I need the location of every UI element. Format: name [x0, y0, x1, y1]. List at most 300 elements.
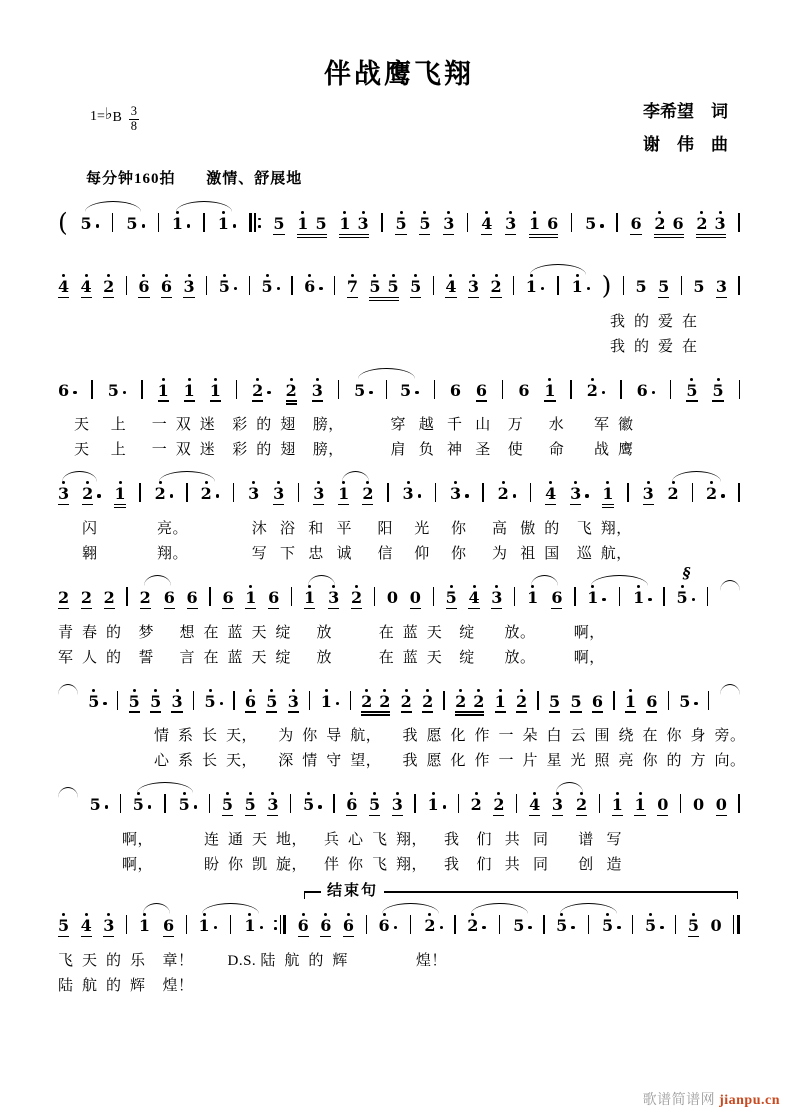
note: [218, 206, 237, 243]
lyrics-block: [58, 828, 740, 878]
underline: [114, 504, 125, 505]
underline-slot: [493, 813, 504, 824]
note-digit: 5: [303, 795, 315, 815]
underline: [163, 936, 174, 937]
notation-row: [58, 787, 740, 824]
note-digit: 2: [490, 276, 502, 296]
note-stack: [716, 787, 727, 824]
note-digit: 2: [103, 588, 115, 608]
note: [245, 787, 256, 824]
augmentation-dot: [600, 224, 603, 227]
barline: [663, 587, 664, 606]
note-digit: 1: [527, 588, 539, 608]
note-stack: [498, 476, 509, 513]
beamed-note-group: [654, 206, 683, 243]
note-digit: 2: [350, 588, 363, 608]
note: [179, 787, 198, 824]
note-stack: [138, 269, 149, 306]
segno-icon: §: [682, 564, 691, 583]
note: [602, 908, 621, 945]
underline: [646, 711, 657, 712]
barline: [738, 794, 739, 813]
underline-slot: [248, 502, 259, 513]
slur-group: [467, 908, 531, 945]
note: [378, 908, 397, 945]
underline: [81, 297, 92, 298]
underline-slot: [171, 710, 182, 721]
note-digit: 5: [273, 214, 285, 234]
underline-slot: [288, 710, 299, 721]
note-stack: [321, 684, 332, 721]
underline-slot: [155, 502, 166, 513]
underline: [392, 815, 403, 816]
note-digit: 2: [706, 484, 718, 504]
underline-slot: [400, 399, 411, 410]
underline-slot: [204, 710, 215, 721]
beam-underline: [529, 234, 558, 235]
note: [82, 476, 101, 513]
note-digit: 5: [315, 214, 327, 234]
note-digit: 5: [395, 214, 407, 234]
underline-slot: [481, 232, 492, 243]
underline-slot: [402, 502, 413, 513]
note-digit: 5: [644, 916, 657, 936]
note: [58, 269, 69, 306]
underline: [338, 504, 349, 505]
note: [527, 580, 538, 617]
beamed-note-group: [297, 206, 326, 243]
augmentation-dot: [194, 805, 197, 808]
note-stack: [273, 476, 284, 513]
note: [481, 206, 492, 243]
underline-slot: [450, 502, 461, 513]
slur-group: [587, 580, 651, 617]
note-digit: 3: [103, 916, 115, 936]
augmentation-dot: [415, 391, 418, 394]
augmentation-dot: [648, 598, 651, 601]
open-paren: (: [58, 208, 68, 238]
underline-slot: [602, 934, 613, 945]
underline-slot: [468, 295, 479, 306]
note-digit: 1: [528, 214, 541, 234]
note-digit: 2: [80, 588, 92, 608]
note: [161, 269, 172, 306]
underline-slot: [139, 934, 150, 945]
note-stack: [468, 269, 479, 306]
underline: [552, 815, 563, 816]
note: [103, 269, 114, 306]
note: [446, 580, 457, 617]
beam-underline: [696, 234, 725, 235]
note-digit: 6: [547, 214, 559, 234]
note: [58, 908, 69, 945]
note-digit: 2: [422, 691, 434, 711]
underline-slot: [81, 295, 92, 306]
underline-slot: [443, 232, 454, 243]
note-digit: 3: [273, 484, 285, 504]
underline-slot: [219, 295, 230, 306]
note-stack: [570, 476, 581, 513]
note-digit: 5: [676, 588, 688, 608]
underline-slot: [513, 934, 524, 945]
underline: [312, 400, 323, 401]
barline: [233, 483, 234, 502]
note-digit: 1: [571, 276, 583, 296]
note-digit: 3: [642, 484, 654, 504]
note: [668, 476, 679, 513]
note-stack: [612, 787, 623, 824]
note: [286, 373, 297, 410]
note: [424, 908, 443, 945]
underline-slot: [467, 934, 478, 945]
note-stack: [572, 269, 583, 306]
underline-slot: [245, 813, 256, 824]
tempo-row: [86, 167, 740, 188]
underline-slot: [172, 232, 183, 243]
note-stack: [303, 787, 314, 824]
barline: [571, 213, 572, 232]
slur-group: [552, 787, 587, 824]
note: [587, 580, 606, 617]
barline: [139, 483, 140, 502]
barline: [692, 483, 693, 502]
note: [392, 787, 403, 824]
lyricist: 李希望 词: [643, 102, 728, 121]
system-1: [58, 206, 740, 243]
note-digit: 5: [150, 691, 162, 711]
underline-slot: [222, 606, 233, 617]
augmentation-dot: [234, 287, 237, 290]
underline-slot: [711, 934, 722, 945]
note-digit: 3: [570, 484, 582, 504]
group-digits: [297, 206, 326, 232]
underline-slot: [328, 606, 339, 617]
underline-slot: [273, 232, 284, 243]
note-digit: 3: [183, 276, 195, 296]
note-digit: 1: [624, 691, 636, 711]
note-stack: [104, 580, 115, 617]
underline: [183, 297, 194, 298]
note: [288, 684, 299, 721]
notation-row: [58, 206, 740, 243]
underline-slot: [410, 606, 421, 617]
underline-slot: [630, 232, 641, 243]
lyrics-block: [58, 949, 740, 999]
underline: [347, 297, 358, 298]
underline-slot: [576, 813, 587, 824]
underline: [443, 234, 454, 235]
underline-slot: [387, 606, 398, 617]
underline-slot: [81, 232, 92, 243]
barline: [236, 380, 237, 399]
note-stack: [164, 580, 175, 617]
note-digit: 3: [714, 214, 726, 234]
note-stack: [630, 206, 641, 243]
underline-slot: [273, 502, 284, 513]
underline-slot: [313, 502, 324, 513]
note: [155, 476, 174, 513]
note-digit: 6: [672, 214, 684, 234]
underline-slot: [354, 399, 365, 410]
lyrics-line: 情 系 长 天， 为 你 导 航， 我 愿 化 作 一 朵 白 云 围 绕 在 你 身 旁。: [154, 728, 746, 745]
underline: [401, 711, 412, 712]
note-digit: 2: [362, 484, 374, 504]
note-stack: [346, 787, 357, 824]
note: [187, 580, 198, 617]
underline-slot: [712, 399, 723, 410]
underline: [688, 936, 699, 937]
underline: [320, 936, 331, 937]
note-stack: [114, 476, 125, 513]
note: [346, 787, 357, 824]
note: [716, 787, 727, 824]
note: [172, 206, 191, 243]
augmentation-dot: [216, 494, 219, 497]
beamed-note-group: [369, 269, 398, 306]
underline-slot: [150, 710, 161, 721]
underline: [549, 711, 560, 712]
note-digit: 2: [586, 380, 598, 400]
underline: [103, 936, 114, 937]
barline: [338, 380, 339, 399]
note: [570, 684, 581, 721]
underline: [222, 608, 233, 609]
note-stack: [218, 206, 229, 243]
slur-group: [133, 787, 197, 824]
note-stack: [424, 908, 435, 945]
underline-slot: [637, 399, 648, 410]
barline: [599, 794, 600, 813]
beam-underline: [361, 711, 390, 712]
note-stack: [328, 580, 339, 617]
underline-slot: [268, 606, 279, 617]
underline-slot: [126, 232, 137, 243]
note-digit: 1: [633, 588, 645, 608]
slur-group: [172, 206, 236, 243]
underline: [410, 608, 421, 609]
note-stack: [378, 908, 389, 945]
note-stack: [551, 580, 562, 617]
note-stack: [688, 908, 699, 945]
underline: [58, 297, 69, 298]
lyrics-line: 啊， 连 通 天 地， 兵 心 飞 翔， 我 们 共 同 谱 写: [122, 832, 623, 849]
note-stack: [298, 908, 309, 945]
note-digit: 6: [163, 588, 175, 608]
barline: [386, 380, 387, 399]
underline-slot: [187, 606, 198, 617]
slur-group: [155, 476, 219, 513]
augmentation-dot: [528, 926, 531, 929]
note-stack: [467, 908, 478, 945]
lyrics-block: [58, 517, 740, 567]
note: [320, 908, 331, 945]
note-digit: 4: [80, 916, 92, 936]
note-stack: [637, 373, 648, 410]
note-digit: 6: [636, 380, 648, 400]
note-digit: 6: [630, 214, 642, 234]
note-digit: 1: [183, 380, 195, 400]
note-stack: [126, 206, 137, 243]
note: [513, 908, 532, 945]
underline-slot: [693, 813, 704, 824]
underline-slot: [490, 295, 501, 306]
repeat-dots: [274, 915, 277, 934]
note-digit: 5: [88, 691, 100, 711]
note-digit: 4: [80, 276, 92, 296]
note: [81, 269, 92, 306]
note-digit: 5: [128, 691, 140, 711]
note-stack: [222, 580, 233, 617]
underline: [273, 504, 284, 505]
note-digit: 2: [200, 484, 212, 504]
key-signature: 1= ♭ B: [90, 106, 122, 125]
note-stack: [108, 373, 119, 410]
underline-slot: [244, 934, 255, 945]
note-stack: [570, 684, 581, 721]
note: [556, 908, 575, 945]
group-digits: [369, 269, 398, 295]
note: [471, 787, 482, 824]
group-digits: [455, 684, 484, 710]
underline: [245, 711, 256, 712]
note: [706, 476, 725, 513]
note: [261, 269, 280, 306]
note-digit: 0: [692, 795, 705, 815]
note-stack: [471, 787, 482, 824]
barline: [668, 691, 669, 710]
underline-slot: [570, 502, 581, 513]
underline-slot: [184, 399, 195, 410]
note-digit: 1: [587, 588, 599, 608]
note-digit: 5: [218, 276, 230, 296]
note-digit: 1: [138, 916, 150, 936]
underline-slot: [706, 502, 717, 513]
barline: [414, 794, 415, 813]
note-digit: 1: [427, 795, 439, 815]
note: [369, 787, 380, 824]
note-digit: 4: [468, 588, 480, 608]
note-digit: 6: [160, 276, 173, 296]
augmentation-dot: [220, 702, 223, 705]
note: [140, 580, 151, 617]
note-digit: 4: [545, 484, 557, 504]
note-stack: [443, 206, 454, 243]
underline-slot: [570, 710, 581, 721]
augmentation-dot: [267, 391, 270, 394]
note-stack: [552, 787, 563, 824]
note: [347, 269, 358, 306]
note: [303, 787, 322, 824]
underline-slot: [164, 606, 175, 617]
note-stack: [58, 908, 69, 945]
underline-slot: [81, 934, 92, 945]
underline-slot: [133, 813, 144, 824]
beam-underline: [339, 237, 368, 238]
lyrics-line: 青 春 的 梦 想 在 蓝 天 绽 放 在 蓝 天 绽 放。 啊，: [58, 624, 605, 641]
note-stack: [556, 908, 567, 945]
barline: [334, 276, 335, 295]
note-digit: 4: [481, 214, 493, 234]
note: [495, 684, 506, 721]
underline-slot: [161, 295, 172, 306]
note-digit: 6: [138, 276, 150, 296]
note-digit: 3: [467, 276, 480, 296]
note-stack: [527, 580, 538, 617]
note-stack: [81, 206, 92, 243]
underline: [210, 400, 221, 401]
barline: [513, 276, 514, 295]
underline-slot: [320, 934, 331, 945]
note-digit: 6: [551, 588, 563, 608]
note-stack: [140, 580, 151, 617]
underline-slot: [654, 232, 683, 243]
note-digit: 6: [268, 588, 280, 608]
underline-slot: [495, 710, 506, 721]
underline: [369, 815, 380, 816]
ending-label: 结束句: [327, 883, 379, 900]
group-digits: [339, 206, 368, 232]
underline: [245, 815, 256, 816]
tie-in-arc: [58, 684, 78, 695]
note-stack: [304, 580, 315, 617]
note-digit: 2: [424, 916, 436, 936]
underline-slot: [58, 295, 69, 306]
underline-slot: [505, 232, 516, 243]
underline: [129, 711, 140, 712]
underline: [491, 608, 502, 609]
note-stack: [245, 787, 256, 824]
underline-slot: [527, 606, 538, 617]
note: [625, 684, 636, 721]
tie-out-arc: [720, 684, 740, 695]
note-digit: 5: [244, 795, 256, 815]
note: [81, 580, 92, 617]
note: [88, 684, 107, 721]
barline: [291, 587, 292, 606]
underline-slot: [518, 399, 529, 410]
note-stack: [343, 908, 354, 945]
barline: [117, 691, 118, 710]
note: [468, 580, 479, 617]
underline-slot: [266, 710, 277, 721]
underline-slot: [218, 232, 229, 243]
underline: [712, 400, 723, 401]
note-digit: 5: [445, 588, 457, 608]
note-stack: [273, 206, 284, 243]
note-digit: 5: [178, 795, 190, 815]
underline-slot: [346, 813, 357, 824]
underline-slot: [446, 606, 457, 617]
slur-group: [526, 269, 590, 306]
note-digit: 6: [186, 588, 198, 608]
barline: [613, 691, 614, 710]
underline: [570, 504, 581, 505]
barline: [141, 380, 142, 399]
note-digit: 3: [357, 214, 369, 234]
beam-underline: [369, 297, 398, 298]
note-stack: [427, 787, 438, 824]
credits: [643, 95, 728, 161]
note-stack: [401, 684, 412, 721]
note-stack: [155, 476, 166, 513]
note: [552, 787, 563, 824]
underline-slot: [585, 232, 596, 243]
barline: [233, 691, 234, 710]
beam-underline: [297, 234, 326, 235]
underline: [410, 297, 421, 298]
underline-slot: [455, 710, 484, 721]
underline: [313, 504, 324, 505]
